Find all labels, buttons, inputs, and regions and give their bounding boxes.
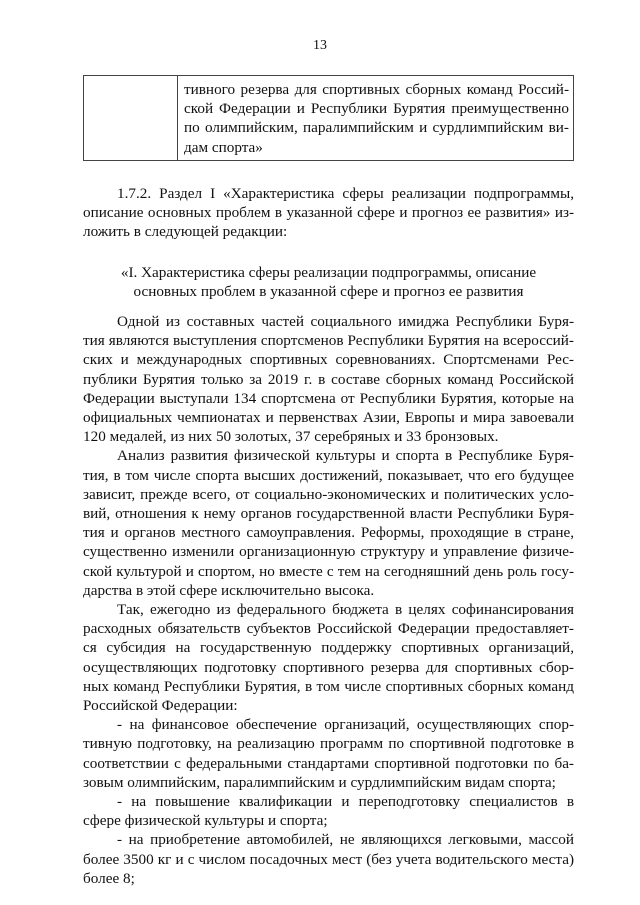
body-line: дарства в этой сфере исключительно высока. <box>83 581 375 599</box>
body-line: - на приобретение автомобилей, не являющихся легковыми, массой <box>117 831 574 849</box>
body-line: сфере физической культуры и спорта; <box>83 812 328 830</box>
body-line: Так, ежегодно из федерального бюджета в целях софинансирования <box>117 601 574 619</box>
body-line: - на финансовое обеспечение организаций, осуществляющих спор- <box>117 716 574 734</box>
body-line: 120 медалей, из них 50 золотых, 37 серебряных и 33 бронзовых. <box>83 428 499 446</box>
section-heading <box>83 263 574 301</box>
amendment-paragraph <box>83 184 574 242</box>
body-line: расходных обязательств субъектов Российской Федерации предоставляет- <box>83 620 574 638</box>
body-line: тия, в том числе спорта высших достижений, показывает, что его будущее <box>83 466 574 484</box>
table-cell-empty <box>84 76 178 161</box>
amendment-line: 1.7.2. Раздел I «Характеристика сферы реализации подпрограммы, <box>117 185 574 202</box>
body-line: осуществляющих подготовку спортивного резерва для спортивных сбор- <box>83 658 574 676</box>
body-line: официальных чемпионатах и первенствах Азии, Европы и мира завоевали <box>83 409 574 427</box>
continuation-table <box>83 75 574 161</box>
body-line: публики Бурятия только за 2019 г. в составе сборных команд Российской <box>83 370 574 388</box>
body-line: вий, отношения к нему органов государственной власти Республики Буря- <box>83 505 574 523</box>
body-line: Анализ развития физической культуры и спорта в Республике Буря- <box>117 447 574 465</box>
body-line: ных команд Республики Бурятия, в том числе спортивных сборных команд <box>83 677 574 695</box>
table-text-line: ской Федерации и Республики Бурятия преимущественно <box>184 100 569 118</box>
body-line: зависит, прежде всего, от социально-экономических и политических усло- <box>83 485 574 503</box>
amendment-line: ложить в следующей редакции: <box>83 223 288 241</box>
body-line: Российской Федерации: <box>83 697 238 715</box>
body-line: ской культурой и спортом, но вместе с тем на сегодняшний день роль госу- <box>83 562 574 580</box>
table-text-line: дам спорта» <box>184 138 263 156</box>
body-line: более 8; <box>83 869 135 887</box>
table-cell-text <box>178 76 574 161</box>
amendment-line: описание основных проблем в указанной сфере и прогноз ее развития» из- <box>83 204 574 222</box>
body-line: существенно изменили организационную структуру и управление физиче- <box>83 543 574 561</box>
table-row <box>84 76 574 161</box>
body-line: более 3500 кг и с числом посадочных мест (без учета водительского места) <box>83 850 574 868</box>
body-line: Одной из составных частей социального имиджа Республики Буря- <box>117 313 574 330</box>
table-text-line: тивного резерва для спортивных сборных команд Россий- <box>184 81 569 98</box>
section-heading-line: «I. Характеристика сферы реализации подпрограммы, описание <box>120 264 537 281</box>
body-line: ских и международных спортивных соревнованиях. Спортсменами Рес- <box>83 351 574 369</box>
body-line: ся субсидия на государственную поддержку спортивных организаций, <box>83 639 574 657</box>
body-text <box>83 312 574 888</box>
body-line: зовым олимпийским, паралимпийским и сурдлимпийским видам спорта; <box>83 773 556 791</box>
body-line: тивную подготовку, на реализацию программ по спортивной подготовке в <box>83 735 574 753</box>
section-heading-line: основных проблем в указанной сфере и прогноз ее развития <box>133 283 524 301</box>
body-line: тия являются выступления спортсменов Республики Бурятия на всероссий- <box>83 332 574 350</box>
body-line: соответствии с федеральными стандартами спортивной подготовки по ба- <box>83 754 574 772</box>
page-number: 13 <box>313 38 327 53</box>
body-line: - на повышение квалификации и переподготовку специалистов в <box>117 793 574 811</box>
table-text-line: по олимпийским, паралимпийским и сурдлимпийским ви- <box>184 119 569 137</box>
body-line: Федерации выступали 134 спортсмена от Республики Бурятия, которые на <box>83 389 574 407</box>
body-line: тия и органов местного самоуправления. Реформы, проходящие в стране, <box>83 524 574 542</box>
